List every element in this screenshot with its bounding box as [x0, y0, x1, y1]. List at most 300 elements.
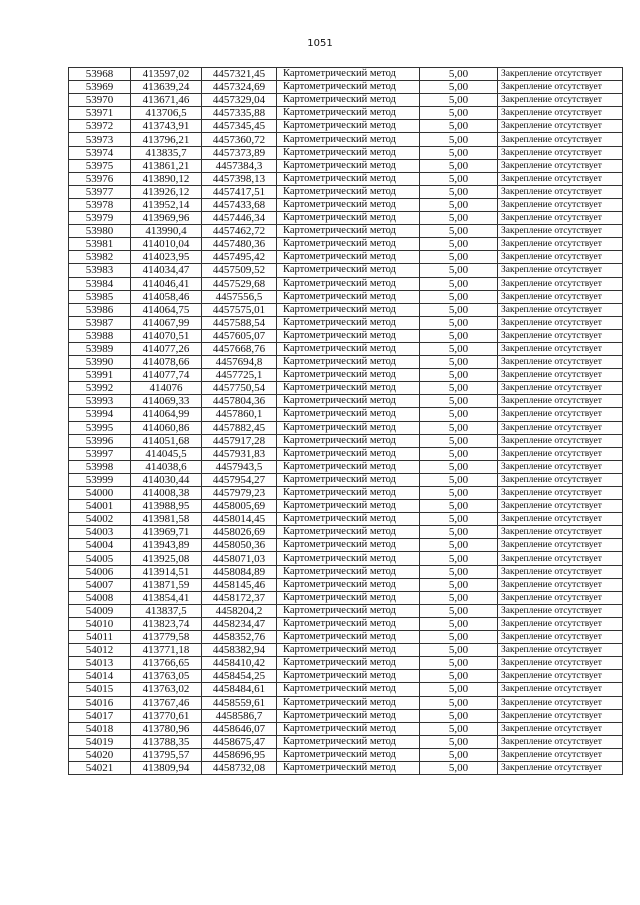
point-number-cell: 54015: [69, 683, 131, 696]
fixing-cell: Закрепление отсутствует: [498, 500, 623, 513]
table-row: [69, 133, 623, 146]
accuracy-cell: 5,00: [420, 683, 498, 696]
point-number-cell: 54001: [69, 500, 131, 513]
x-coordinate-cell: 413671,46: [131, 94, 202, 107]
method-cell: Картометрический метод: [277, 421, 420, 434]
fixing-cell: Закрепление отсутствует: [498, 94, 623, 107]
table-row: [69, 238, 623, 251]
table-row: [69, 172, 623, 185]
fixing-cell: Закрепление отсутствует: [498, 408, 623, 421]
table-row: [69, 251, 623, 264]
y-coordinate-cell: 4457398,13: [202, 172, 277, 185]
fixing-cell: Закрепление отсутствует: [498, 382, 623, 395]
method-cell: Картометрический метод: [277, 238, 420, 251]
method-cell: Картометрический метод: [277, 526, 420, 539]
y-coordinate-cell: 4458586,7: [202, 709, 277, 722]
x-coordinate-cell: 413952,14: [131, 198, 202, 211]
x-coordinate-cell: 413990,4: [131, 225, 202, 238]
accuracy-cell: 5,00: [420, 382, 498, 395]
method-cell: Картометрический метод: [277, 94, 420, 107]
method-cell: Картометрический метод: [277, 683, 420, 696]
x-coordinate-cell: 414069,33: [131, 395, 202, 408]
point-number-cell: 53985: [69, 290, 131, 303]
y-coordinate-cell: 4457882,45: [202, 421, 277, 434]
method-cell: Картометрический метод: [277, 107, 420, 120]
x-coordinate-cell: 413823,74: [131, 617, 202, 630]
point-number-cell: 53982: [69, 251, 131, 264]
y-coordinate-cell: 4457321,45: [202, 68, 277, 81]
fixing-cell: Закрепление отсутствует: [498, 539, 623, 552]
method-cell: Картометрический метод: [277, 604, 420, 617]
accuracy-cell: 5,00: [420, 709, 498, 722]
coordinates-table-body: [69, 68, 623, 775]
point-number-cell: 54010: [69, 617, 131, 630]
fixing-cell: Закрепление отсутствует: [498, 316, 623, 329]
fixing-cell: Закрепление отсутствует: [498, 722, 623, 735]
method-cell: Картометрический метод: [277, 251, 420, 264]
point-number-cell: 53974: [69, 146, 131, 159]
method-cell: Картометрический метод: [277, 408, 420, 421]
y-coordinate-cell: 4457804,36: [202, 395, 277, 408]
x-coordinate-cell: 413981,58: [131, 513, 202, 526]
y-coordinate-cell: 4457943,5: [202, 460, 277, 473]
table-row: [69, 146, 623, 159]
fixing-cell: Закрепление отсутствует: [498, 81, 623, 94]
fixing-cell: Закрепление отсутствует: [498, 68, 623, 81]
y-coordinate-cell: 4458014,45: [202, 513, 277, 526]
table-row: [69, 565, 623, 578]
y-coordinate-cell: 4457917,28: [202, 434, 277, 447]
y-coordinate-cell: 4457335,88: [202, 107, 277, 120]
fixing-cell: Закрепление отсутствует: [498, 696, 623, 709]
y-coordinate-cell: 4457324,69: [202, 81, 277, 94]
fixing-cell: Закрепление отсутствует: [498, 421, 623, 434]
x-coordinate-cell: 413771,18: [131, 644, 202, 657]
x-coordinate-cell: 414051,68: [131, 434, 202, 447]
fixing-cell: Закрепление отсутствует: [498, 342, 623, 355]
fixing-cell: Закрепление отсутствует: [498, 120, 623, 133]
table-row: [69, 159, 623, 172]
x-coordinate-cell: 413763,05: [131, 670, 202, 683]
table-row: [69, 604, 623, 617]
table-row: [69, 408, 623, 421]
x-coordinate-cell: 413788,35: [131, 735, 202, 748]
x-coordinate-cell: 413763,02: [131, 683, 202, 696]
y-coordinate-cell: 4458026,69: [202, 526, 277, 539]
table-row: [69, 395, 623, 408]
x-coordinate-cell: 414067,99: [131, 316, 202, 329]
x-coordinate-cell: 413780,96: [131, 722, 202, 735]
fixing-cell: Закрепление отсутствует: [498, 329, 623, 342]
accuracy-cell: 5,00: [420, 565, 498, 578]
accuracy-cell: 5,00: [420, 408, 498, 421]
x-coordinate-cell: 414023,95: [131, 251, 202, 264]
fixing-cell: Закрепление отсутствует: [498, 631, 623, 644]
x-coordinate-cell: 414046,41: [131, 277, 202, 290]
method-cell: Картометрический метод: [277, 552, 420, 565]
y-coordinate-cell: 4457694,8: [202, 356, 277, 369]
x-coordinate-cell: 413809,94: [131, 761, 202, 774]
x-coordinate-cell: 414060,86: [131, 421, 202, 434]
accuracy-cell: 5,00: [420, 120, 498, 133]
method-cell: Картометрический метод: [277, 342, 420, 355]
x-coordinate-cell: 414058,46: [131, 290, 202, 303]
x-coordinate-cell: 413767,46: [131, 696, 202, 709]
table-row: [69, 552, 623, 565]
method-cell: Картометрический метод: [277, 172, 420, 185]
accuracy-cell: 5,00: [420, 447, 498, 460]
point-number-cell: 53968: [69, 68, 131, 81]
accuracy-cell: 5,00: [420, 552, 498, 565]
y-coordinate-cell: 4457373,89: [202, 146, 277, 159]
fixing-cell: Закрепление отсутствует: [498, 460, 623, 473]
accuracy-cell: 5,00: [420, 500, 498, 513]
fixing-cell: Закрепление отсутствует: [498, 146, 623, 159]
fixing-cell: Закрепление отсутствует: [498, 761, 623, 774]
method-cell: Картометрический метод: [277, 657, 420, 670]
page-number: 1051: [307, 38, 333, 49]
method-cell: Картометрический метод: [277, 303, 420, 316]
method-cell: Картометрический метод: [277, 434, 420, 447]
method-cell: Картометрический метод: [277, 735, 420, 748]
accuracy-cell: 5,00: [420, 591, 498, 604]
accuracy-cell: 5,00: [420, 696, 498, 709]
method-cell: Картометрический метод: [277, 382, 420, 395]
accuracy-cell: 5,00: [420, 185, 498, 198]
table-row: [69, 513, 623, 526]
table-row: [69, 761, 623, 774]
table-row: [69, 500, 623, 513]
y-coordinate-cell: 4457954,27: [202, 473, 277, 486]
y-coordinate-cell: 4457433,68: [202, 198, 277, 211]
method-cell: Картометрический метод: [277, 460, 420, 473]
point-number-cell: 53991: [69, 369, 131, 382]
fixing-cell: Закрепление отсутствует: [498, 565, 623, 578]
fixing-cell: Закрепление отсутствует: [498, 552, 623, 565]
point-number-cell: 53970: [69, 94, 131, 107]
x-coordinate-cell: 413854,41: [131, 591, 202, 604]
method-cell: Картометрический метод: [277, 133, 420, 146]
y-coordinate-cell: 4457462,72: [202, 225, 277, 238]
point-number-cell: 54006: [69, 565, 131, 578]
method-cell: Картометрический метод: [277, 591, 420, 604]
table-row: [69, 212, 623, 225]
fixing-cell: Закрепление отсутствует: [498, 251, 623, 264]
point-number-cell: 53989: [69, 342, 131, 355]
accuracy-cell: 5,00: [420, 159, 498, 172]
y-coordinate-cell: 4457360,72: [202, 133, 277, 146]
y-coordinate-cell: 4458559,61: [202, 696, 277, 709]
point-number-cell: 53997: [69, 447, 131, 460]
x-coordinate-cell: 414030,44: [131, 473, 202, 486]
y-coordinate-cell: 4457750,54: [202, 382, 277, 395]
fixing-cell: Закрепление отсутствует: [498, 172, 623, 185]
method-cell: Картометрический метод: [277, 225, 420, 238]
method-cell: Картометрический метод: [277, 631, 420, 644]
x-coordinate-cell: 413639,24: [131, 81, 202, 94]
fixing-cell: Закрепление отсутствует: [498, 212, 623, 225]
point-number-cell: 54017: [69, 709, 131, 722]
table-row: [69, 185, 623, 198]
y-coordinate-cell: 4458084,89: [202, 565, 277, 578]
table-row: [69, 735, 623, 748]
x-coordinate-cell: 413766,65: [131, 657, 202, 670]
x-coordinate-cell: 414010,04: [131, 238, 202, 251]
table-row: [69, 303, 623, 316]
point-number-cell: 53995: [69, 421, 131, 434]
table-row: [69, 657, 623, 670]
fixing-cell: Закрепление отсутствует: [498, 670, 623, 683]
fixing-cell: Закрепление отсутствует: [498, 159, 623, 172]
y-coordinate-cell: 4457668,76: [202, 342, 277, 355]
method-cell: Картометрический метод: [277, 329, 420, 342]
y-coordinate-cell: 4457509,52: [202, 264, 277, 277]
method-cell: Картометрический метод: [277, 748, 420, 761]
x-coordinate-cell: 414064,99: [131, 408, 202, 421]
point-number-cell: 53983: [69, 264, 131, 277]
accuracy-cell: 5,00: [420, 238, 498, 251]
y-coordinate-cell: 4458204,2: [202, 604, 277, 617]
fixing-cell: Закрепление отсутствует: [498, 735, 623, 748]
table-row: [69, 290, 623, 303]
point-number-cell: 54004: [69, 539, 131, 552]
method-cell: Картометрический метод: [277, 487, 420, 500]
point-number-cell: 53999: [69, 473, 131, 486]
x-coordinate-cell: 413743,91: [131, 120, 202, 133]
x-coordinate-cell: 414038,6: [131, 460, 202, 473]
point-number-cell: 53987: [69, 316, 131, 329]
table-row: [69, 578, 623, 591]
method-cell: Картометрический метод: [277, 369, 420, 382]
y-coordinate-cell: 4458071,03: [202, 552, 277, 565]
table-row: [69, 225, 623, 238]
fixing-cell: Закрепление отсутствует: [498, 644, 623, 657]
method-cell: Картометрический метод: [277, 146, 420, 159]
table-row: [69, 748, 623, 761]
x-coordinate-cell: 413796,21: [131, 133, 202, 146]
x-coordinate-cell: 413597,02: [131, 68, 202, 81]
point-number-cell: 54008: [69, 591, 131, 604]
table-row: [69, 526, 623, 539]
x-coordinate-cell: 413969,71: [131, 526, 202, 539]
table-row: [69, 460, 623, 473]
fixing-cell: Закрепление отсутствует: [498, 748, 623, 761]
x-coordinate-cell: 413706,5: [131, 107, 202, 120]
y-coordinate-cell: 4457329,04: [202, 94, 277, 107]
accuracy-cell: 5,00: [420, 369, 498, 382]
accuracy-cell: 5,00: [420, 487, 498, 500]
point-number-cell: 54000: [69, 487, 131, 500]
table-row: [69, 264, 623, 277]
y-coordinate-cell: 4458732,08: [202, 761, 277, 774]
x-coordinate-cell: 414078,66: [131, 356, 202, 369]
y-coordinate-cell: 4458005,69: [202, 500, 277, 513]
y-coordinate-cell: 4458145,46: [202, 578, 277, 591]
fixing-cell: Закрепление отсутствует: [498, 473, 623, 486]
accuracy-cell: 5,00: [420, 212, 498, 225]
table-row: [69, 539, 623, 552]
point-number-cell: 54007: [69, 578, 131, 591]
x-coordinate-cell: 414034,47: [131, 264, 202, 277]
point-number-cell: 53998: [69, 460, 131, 473]
point-number-cell: 53986: [69, 303, 131, 316]
y-coordinate-cell: 4458382,94: [202, 644, 277, 657]
table-row: [69, 382, 623, 395]
x-coordinate-cell: 413914,51: [131, 565, 202, 578]
accuracy-cell: 5,00: [420, 513, 498, 526]
fixing-cell: Закрепление отсутствует: [498, 356, 623, 369]
table-row: [69, 68, 623, 81]
point-number-cell: 53978: [69, 198, 131, 211]
method-cell: Картометрический метод: [277, 513, 420, 526]
table-row: [69, 81, 623, 94]
table-row: [69, 198, 623, 211]
table-row: [69, 670, 623, 683]
method-cell: Картометрический метод: [277, 198, 420, 211]
y-coordinate-cell: 4457860,1: [202, 408, 277, 421]
accuracy-cell: 5,00: [420, 761, 498, 774]
method-cell: Картометрический метод: [277, 696, 420, 709]
y-coordinate-cell: 4458410,42: [202, 657, 277, 670]
fixing-cell: Закрепление отсутствует: [498, 133, 623, 146]
x-coordinate-cell: 413925,08: [131, 552, 202, 565]
method-cell: Картометрический метод: [277, 290, 420, 303]
table-row: [69, 487, 623, 500]
y-coordinate-cell: 4458646,07: [202, 722, 277, 735]
accuracy-cell: 5,00: [420, 146, 498, 159]
table-row: [69, 591, 623, 604]
accuracy-cell: 5,00: [420, 94, 498, 107]
coordinates-table: [68, 67, 623, 775]
y-coordinate-cell: 4457931,83: [202, 447, 277, 460]
method-cell: Картометрический метод: [277, 578, 420, 591]
table-row: [69, 709, 623, 722]
point-number-cell: 53971: [69, 107, 131, 120]
accuracy-cell: 5,00: [420, 670, 498, 683]
x-coordinate-cell: 414045,5: [131, 447, 202, 460]
y-coordinate-cell: 4457575,01: [202, 303, 277, 316]
y-coordinate-cell: 4458696,95: [202, 748, 277, 761]
accuracy-cell: 5,00: [420, 604, 498, 617]
point-number-cell: 53969: [69, 81, 131, 94]
point-number-cell: 54020: [69, 748, 131, 761]
y-coordinate-cell: 4458352,76: [202, 631, 277, 644]
y-coordinate-cell: 4457345,45: [202, 120, 277, 133]
method-cell: Картометрический метод: [277, 395, 420, 408]
fixing-cell: Закрепление отсутствует: [498, 709, 623, 722]
y-coordinate-cell: 4457495,42: [202, 251, 277, 264]
accuracy-cell: 5,00: [420, 631, 498, 644]
point-number-cell: 54021: [69, 761, 131, 774]
x-coordinate-cell: 414008,38: [131, 487, 202, 500]
table-row: [69, 316, 623, 329]
point-number-cell: 54018: [69, 722, 131, 735]
accuracy-cell: 5,00: [420, 644, 498, 657]
table-row: [69, 329, 623, 342]
point-number-cell: 54005: [69, 552, 131, 565]
method-cell: Картометрический метод: [277, 644, 420, 657]
y-coordinate-cell: 4457556,5: [202, 290, 277, 303]
point-number-cell: 54013: [69, 657, 131, 670]
accuracy-cell: 5,00: [420, 421, 498, 434]
fixing-cell: Закрепление отсутствует: [498, 369, 623, 382]
accuracy-cell: 5,00: [420, 198, 498, 211]
accuracy-cell: 5,00: [420, 578, 498, 591]
fixing-cell: Закрепление отсутствует: [498, 277, 623, 290]
fixing-cell: Закрепление отсутствует: [498, 487, 623, 500]
x-coordinate-cell: 414070,51: [131, 329, 202, 342]
x-coordinate-cell: 413943,89: [131, 539, 202, 552]
accuracy-cell: 5,00: [420, 395, 498, 408]
x-coordinate-cell: 413779,58: [131, 631, 202, 644]
x-coordinate-cell: 414064,75: [131, 303, 202, 316]
accuracy-cell: 5,00: [420, 617, 498, 630]
table-row: [69, 447, 623, 460]
method-cell: Картометрический метод: [277, 761, 420, 774]
y-coordinate-cell: 4458675,47: [202, 735, 277, 748]
x-coordinate-cell: 413837,5: [131, 604, 202, 617]
y-coordinate-cell: 4458484,61: [202, 683, 277, 696]
method-cell: Картометрический метод: [277, 185, 420, 198]
point-number-cell: 54011: [69, 631, 131, 644]
table-row: [69, 107, 623, 120]
method-cell: Картометрический метод: [277, 68, 420, 81]
method-cell: Картометрический метод: [277, 81, 420, 94]
fixing-cell: Закрепление отсутствует: [498, 447, 623, 460]
fixing-cell: Закрепление отсутствует: [498, 238, 623, 251]
accuracy-cell: 5,00: [420, 264, 498, 277]
point-number-cell: 53979: [69, 212, 131, 225]
method-cell: Картометрический метод: [277, 670, 420, 683]
x-coordinate-cell: 413969,96: [131, 212, 202, 225]
x-coordinate-cell: 413988,95: [131, 500, 202, 513]
fixing-cell: Закрепление отсутствует: [498, 657, 623, 670]
x-coordinate-cell: 414077,74: [131, 369, 202, 382]
point-number-cell: 54009: [69, 604, 131, 617]
accuracy-cell: 5,00: [420, 526, 498, 539]
method-cell: Картометрический метод: [277, 356, 420, 369]
x-coordinate-cell: 414077,26: [131, 342, 202, 355]
fixing-cell: Закрепление отсутствует: [498, 617, 623, 630]
method-cell: Картометрический метод: [277, 473, 420, 486]
x-coordinate-cell: 413890,12: [131, 172, 202, 185]
accuracy-cell: 5,00: [420, 748, 498, 761]
fixing-cell: Закрепление отсутствует: [498, 395, 623, 408]
method-cell: Картометрический метод: [277, 709, 420, 722]
point-number-cell: 53993: [69, 395, 131, 408]
x-coordinate-cell: 414076: [131, 382, 202, 395]
fixing-cell: Закрепление отсутствует: [498, 434, 623, 447]
fixing-cell: Закрепление отсутствует: [498, 264, 623, 277]
point-number-cell: 53972: [69, 120, 131, 133]
point-number-cell: 53996: [69, 434, 131, 447]
method-cell: Картометрический метод: [277, 212, 420, 225]
y-coordinate-cell: 4457417,51: [202, 185, 277, 198]
fixing-cell: Закрепление отсутствует: [498, 185, 623, 198]
fixing-cell: Закрепление отсутствует: [498, 513, 623, 526]
method-cell: Картометрический метод: [277, 617, 420, 630]
x-coordinate-cell: 413871,59: [131, 578, 202, 591]
accuracy-cell: 5,00: [420, 460, 498, 473]
accuracy-cell: 5,00: [420, 290, 498, 303]
table-row: [69, 683, 623, 696]
y-coordinate-cell: 4457384,3: [202, 159, 277, 172]
y-coordinate-cell: 4458172,37: [202, 591, 277, 604]
table-row: [69, 473, 623, 486]
point-number-cell: 53975: [69, 159, 131, 172]
point-number-cell: 53990: [69, 356, 131, 369]
fixing-cell: Закрепление отсутствует: [498, 303, 623, 316]
